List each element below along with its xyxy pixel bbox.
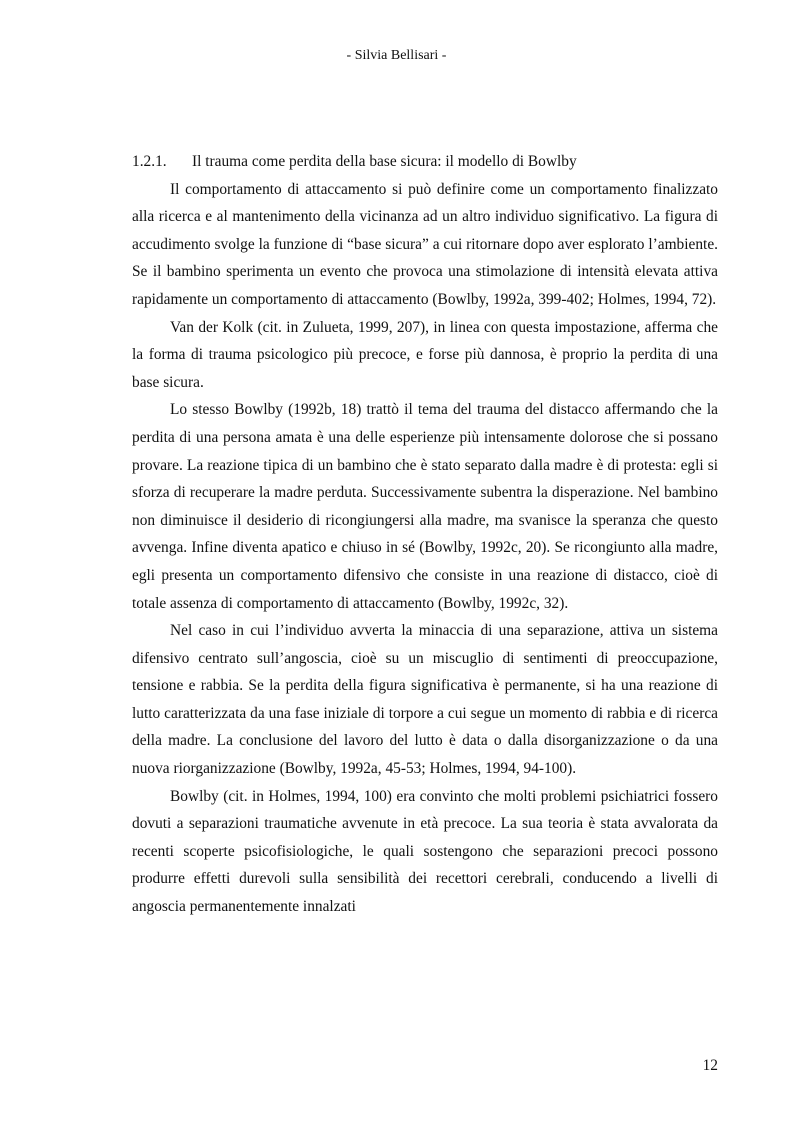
section-title: Il trauma come perdita della base sicura: il modello di Bowlby bbox=[192, 153, 577, 170]
section-heading bbox=[132, 148, 718, 176]
paragraph-van-der-kolk: Van der Kolk (cit. in Zulueta, 1999, 207), in linea con questa impostazione, afferma che la forma di trauma psicologico più precoce, e forse più dannosa, è proprio la perdita di una base sicura. bbox=[132, 318, 718, 391]
paragraph-anxiety-mourning: Nel caso in cui l’individuo avverta la minaccia di una separazione, attiva un sistema difensivo centrato sull’angoscia, cioè su un miscuglio di sentimenti di preoccupazione, tensione e rabbia. Se la perdita della figura significativa è permanente, si ha una reazione di lutto caratterizzata da una fase iniziale di torpore a cui segue un momento di rabbia e di ricerca della madre. La conclusione del lavoro del lutto è data o dalla disorganizzazione o da una nuova riorganizzazione (Bowlby, 1992a, 45-53; Holmes, 1994, 94-100). bbox=[132, 622, 718, 778]
paragraph-separation-trauma: Lo stesso Bowlby (1992b, 18) trattò il tema del trauma del distacco affermando che la perdita di una persona amata è una delle esperienze più intensamente dolorose che si possano provare. La reazione tipica di un bambino che è stato separato dalla madre è di protesta: egli si sforza di recuperare la madre perduta. Successivamente subentra la disperazione. Nel bambino non diminuisce il desiderio di ricongiungersi alla madre, ma svanisce la speranza che questo avvenga. Infine diventa apatico e chiuso in sé (Bowlby, 1992c, 20). Se ricongiunto alla madre, egli presenta un comportamento difensivo che consiste in una reazione di distacco, cioè di totale assenza di comportamento di attaccamento (Bowlby, 1992c, 32). bbox=[132, 401, 718, 612]
page-number: 12 bbox=[702, 1057, 718, 1074]
section-number: 1.2.1. bbox=[132, 153, 167, 170]
paragraph-attachment-definition: Il comportamento di attaccamento si può definire come un comportamento finalizzato alla ricerca e al mantenimento della vicinanza ad un altro individuo significativo. La figura di accudimento svolge la funzione di “base sicura” a cui ritornare dopo aver esplorato l’ambiente. Se il bambino sperimenta un evento che provoca una stimolazione di intensità elevata attiva rapidamente un comportamento di attaccamento (Bowlby, 1992a, 399-402; Holmes, 1994, 72). bbox=[132, 180, 718, 308]
paragraph-psychiatric-problems: Bowlby (cit. in Holmes, 1994, 100) era convinto che molti problemi psichiatrici fossero dovuti a separazioni traumatiche avvenute in età precoce. La sua teoria è stata avvalorata da recenti scoperte psicofisiologiche, le quali sostengono che separazioni precoci possono produrre effetti durevoli sulla sensibilità dei recettori cerebrali, conducendo a livelli di angoscia permanentemente innalzati bbox=[132, 787, 718, 916]
main-content bbox=[132, 148, 718, 921]
running-header: - Silvia Bellisari - bbox=[346, 48, 447, 63]
